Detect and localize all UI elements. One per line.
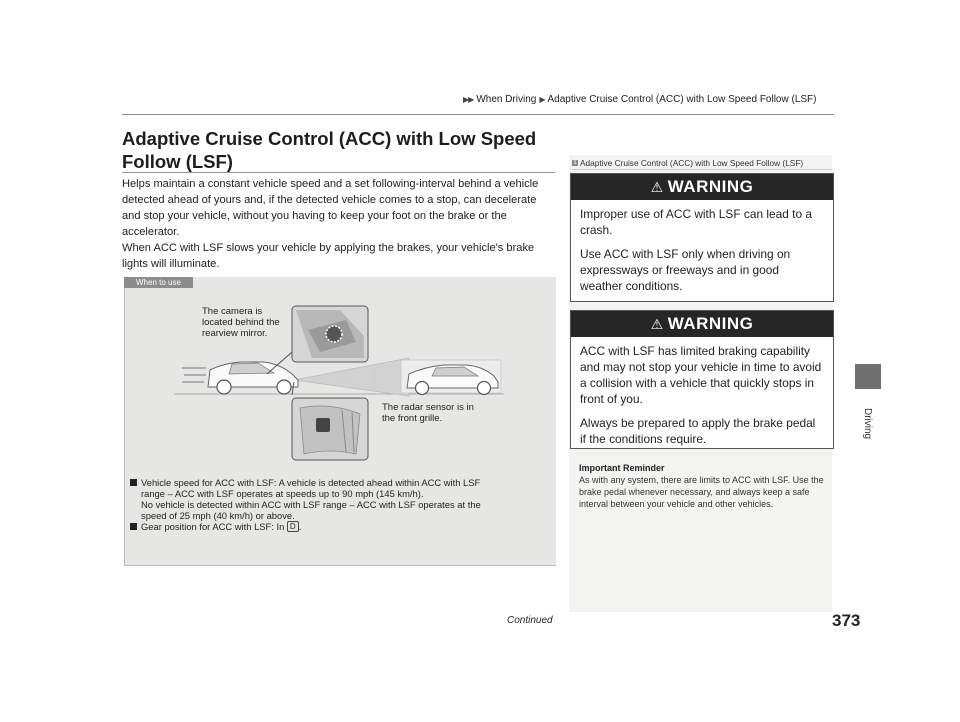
reminder-title: Important Reminder xyxy=(579,463,665,473)
breadcrumb-acc-lsf[interactable]: Adaptive Cruise Control (ACC) with Low Speed Follow (LSF) xyxy=(547,94,817,105)
title-divider xyxy=(122,172,555,173)
intro-text xyxy=(122,176,557,272)
arrow-icon: ▶▶ xyxy=(463,95,474,104)
brake-light-paragraph: When ACC with LSF slows your vehicle by applying the brakes, your vehicle's brake lights will illuminate. xyxy=(122,242,535,270)
page-number: 373 xyxy=(832,611,861,630)
reminder-text: As with any system, there are limits to ACC with LSF. Use the brake pedal whenever necessary, and always keep a safe interval between your vehicle and other vehicles. xyxy=(579,475,824,509)
bullet-square-icon xyxy=(130,479,137,486)
reference-marker-icon: 1 xyxy=(573,160,577,166)
breadcrumb xyxy=(463,94,817,105)
own-vehicle-icon xyxy=(208,362,298,394)
radar-callout: The radar sensor is in the front grille. xyxy=(382,402,474,424)
important-reminder xyxy=(579,462,824,510)
header-divider xyxy=(122,114,834,115)
camera-inset xyxy=(267,306,368,374)
section-tab-marker xyxy=(855,364,881,389)
sidebar-title: 1 Adaptive Cruise Control (ACC) with Low Speed Follow (LSF) xyxy=(573,158,804,168)
figure-notes: Vehicle speed for ACC with LSF: A vehicle is detected ahead within ACC with LSF range – ACC with LSF operates at speeds up to 90 mph (145 km/h). No vehicle is detected within ACC with LSF range – ACC with LSF operates at the speed of 25 mph (40 km/h) or above. Gear position for ACC with LSF: In D . xyxy=(130,477,550,532)
motion-lines xyxy=(182,368,206,382)
continued-label: Continued xyxy=(507,615,553,626)
warning-text: ACC with LSF has limited braking capability and may not stop your vehicle in time to avoid a collision with a vehicle that quickly stops in front of you. Always be prepared to apply the brake pedal if the conditions require. xyxy=(580,344,822,446)
speed-note: Vehicle speed for ACC with LSF: A vehicle is detected ahead within ACC with LSF xyxy=(130,477,550,488)
when-to-use-tag: When to use xyxy=(124,277,193,288)
sidebar-divider xyxy=(572,169,832,170)
bullet-square-icon xyxy=(130,523,137,530)
camera-callout: The camera is located behind the rearview mirror. xyxy=(202,306,280,339)
warning-triangle-icon: ⚠ xyxy=(650,315,664,332)
arrow-icon: ▶ xyxy=(539,95,545,104)
warning-box-2 xyxy=(570,310,834,449)
camera-icon xyxy=(326,326,342,342)
warning-text: Improper use of ACC with LSF can lead to a crash. Use ACC with LSF only when driving on expressways or freeways and in good weather conditions. xyxy=(580,207,812,293)
radar-sensor-icon xyxy=(316,418,330,432)
acc-illustration xyxy=(124,290,555,470)
breadcrumb-when-driving[interactable]: When Driving xyxy=(476,94,537,105)
section-tab-label: Driving xyxy=(862,408,873,440)
gear-note: Gear position for ACC with LSF: In D . xyxy=(130,521,550,532)
page-title: Adaptive Cruise Control (ACC) with Low Speed Follow (LSF) xyxy=(122,128,537,172)
warning-header: ⚠ WARNING xyxy=(571,174,833,200)
warning-header: ⚠ WARNING xyxy=(571,311,833,337)
intro-paragraph: Helps maintain a constant vehicle speed and a set following-interval behind a vehicle detected ahead of yours and, if the detected vehicle comes to a stop, can decelerate and stop your vehicle, without you having to keep your foot on the brake or the accelerator. xyxy=(122,178,539,238)
radar-beam xyxy=(294,358,409,396)
gear-d-key: D xyxy=(287,521,299,532)
warning-box-1 xyxy=(570,173,834,302)
warning-triangle-icon: ⚠ xyxy=(650,178,664,195)
